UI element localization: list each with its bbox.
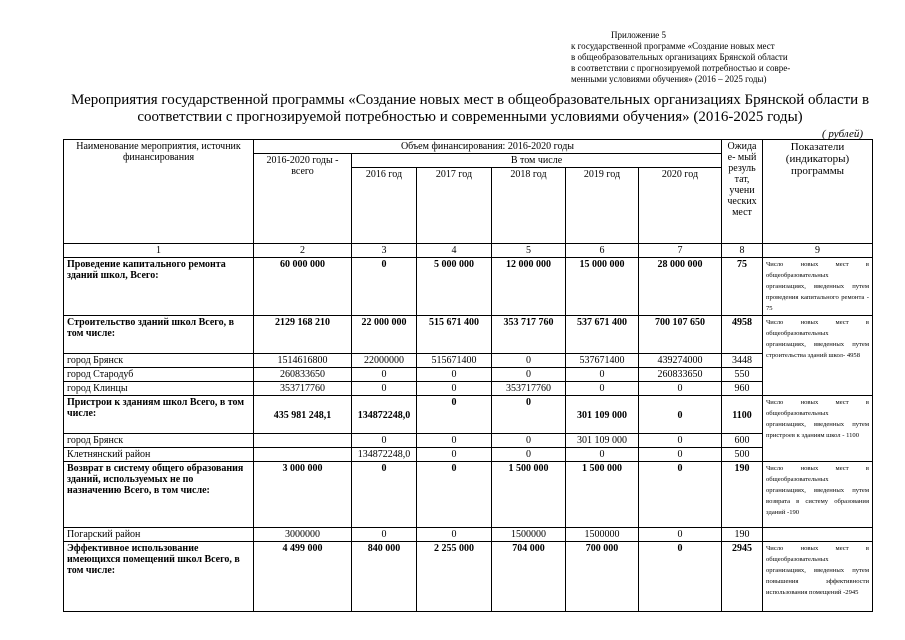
header-indicators: Показатели (индикаторы) программы: [763, 140, 873, 244]
column-number: 9: [763, 244, 873, 258]
cell-result: 190: [722, 462, 763, 528]
cell-2019: 1500000: [566, 528, 639, 542]
cell-2016: 0: [352, 368, 417, 382]
cell-2017: 0: [417, 462, 492, 528]
header-expected: Ожида е- мый резуль тат, учени ческих мест: [722, 140, 763, 244]
cell-total: 2129 168 210: [254, 316, 352, 354]
row-name: Строительство зданий школ Всего, в том числе:: [64, 316, 254, 354]
cell-total: 60 000 000: [254, 258, 352, 316]
cell-2018: 0: [492, 448, 566, 462]
indicator-text: Число новых мест в общеобразовательных организациях, введенных путем проведения капитального ремонта - 75: [763, 258, 873, 316]
row-name: Эффективное использование имеющихся помещений школ Всего, в том числе:: [64, 542, 254, 612]
cell-2017: 2 255 000: [417, 542, 492, 612]
cell-2019: 301 109 000: [566, 434, 639, 448]
table-row: [64, 368, 873, 382]
row-name: Возврат в систему общего образования зданий, используемых не по назначению Всего, в том числе:: [64, 462, 254, 528]
row-name: город Клинцы: [64, 382, 254, 396]
cell-2019: 537 671 400: [566, 316, 639, 354]
header-row: [64, 140, 873, 154]
header-funding: Объем финансирования: 2016-2020 годы: [254, 140, 722, 154]
row-name: город Брянск: [64, 354, 254, 368]
header-including: В том числе: [352, 154, 722, 168]
table-row: [64, 448, 873, 462]
cell-result: 75: [722, 258, 763, 316]
cell-total: 435 981 248,1: [254, 396, 352, 434]
cell-result: 4958: [722, 316, 763, 354]
cell-total: 260833650: [254, 368, 352, 382]
cell-2017: 0: [417, 448, 492, 462]
cell-2016: 840 000: [352, 542, 417, 612]
cell-2020: 0: [639, 382, 722, 396]
table-row: [64, 542, 873, 612]
cell-result: 960: [722, 382, 763, 396]
header-2019: 2019 год: [566, 168, 639, 244]
cell-2017: 0: [417, 382, 492, 396]
table-row: [64, 382, 873, 396]
cell-2018: 12 000 000: [492, 258, 566, 316]
cell-2019: 1 500 000: [566, 462, 639, 528]
cell-result: 550: [722, 368, 763, 382]
row-name: Погарский район: [64, 528, 254, 542]
cell-total: 3 000 000: [254, 462, 352, 528]
column-number: 7: [639, 244, 722, 258]
table-row: [64, 528, 873, 542]
units-label: ( рублей): [821, 128, 863, 140]
cell-total: 3000000: [254, 528, 352, 542]
header-2020: 2020 год: [639, 168, 722, 244]
table-row: [64, 258, 873, 316]
header-2017: 2017 год: [417, 168, 492, 244]
cell-2017: 0: [417, 396, 492, 434]
cell-2019: 537671400: [566, 354, 639, 368]
table-row: [64, 462, 873, 528]
cell-2018: 704 000: [492, 542, 566, 612]
cell-2019: 15 000 000: [566, 258, 639, 316]
cell-2019: 0: [566, 382, 639, 396]
cell-total: 1514616800: [254, 354, 352, 368]
cell-2016: 0: [352, 462, 417, 528]
cell-2019: 0: [566, 448, 639, 462]
cell-2017: 0: [417, 434, 492, 448]
appendix-line: в соответствии с прогнозируемой потребностью и совре-: [571, 63, 791, 73]
appendix-note: [571, 30, 901, 85]
cell-2020: 28 000 000: [639, 258, 722, 316]
cell-result: 500: [722, 448, 763, 462]
indicator-text: Число новых мест в общеобразовательных организациях, введенных путем строительства зданий школ- 4958: [763, 316, 873, 396]
page-title: Мероприятия государственной программы «Создание новых мест в общеобразовательных организациях Брянской области в соответствии с прогнозируемой потребностью и современными условиями обучения» (2016-2025 годы): [70, 92, 870, 125]
cell-2020: 0: [639, 462, 722, 528]
measures-table: [63, 139, 873, 612]
cell-2016: 22000000: [352, 354, 417, 368]
column-number: 5: [492, 244, 566, 258]
cell-2016: 134872248,0: [352, 396, 417, 434]
appendix-line: к государственной программе «Создание новых мест: [571, 41, 775, 51]
column-number: 1: [64, 244, 254, 258]
cell-2020: 700 107 650: [639, 316, 722, 354]
cell-2018: 353 717 760: [492, 316, 566, 354]
cell-result: 3448: [722, 354, 763, 368]
indicator-text: Число новых мест в общеобразовательных организациях, введенных путем возврата в систему образования зданий -190: [763, 462, 873, 528]
cell-2016: 134872248,0: [352, 448, 417, 462]
appendix-line: в общеобразовательных организациях Брянской области: [571, 52, 788, 62]
cell-result: 600: [722, 434, 763, 448]
cell-2018: 1500000: [492, 528, 566, 542]
appendix-line: менными условиями обучения» (2016 – 2025 годы): [571, 74, 767, 84]
cell-result: 1100: [722, 396, 763, 434]
cell-total: 4 499 000: [254, 542, 352, 612]
cell-total: 353717760: [254, 382, 352, 396]
row-name: Проведение капитального ремонта зданий школ, Всего:: [64, 258, 254, 316]
header-2018: 2018 год: [492, 168, 566, 244]
cell-result: 190: [722, 528, 763, 542]
cell-2020: 0: [639, 448, 722, 462]
cell-2020: 260833650: [639, 368, 722, 382]
row-name: Пристрои к зданиям школ Всего, в том числе:: [64, 396, 254, 434]
table-row: [64, 354, 873, 368]
cell-2016: 22 000 000: [352, 316, 417, 354]
row-name: город Стародуб: [64, 368, 254, 382]
cell-2018: 0: [492, 368, 566, 382]
cell-2017: 0: [417, 528, 492, 542]
cell-2017: 5 000 000: [417, 258, 492, 316]
cell-2020: 0: [639, 542, 722, 612]
cell-2018: 0: [492, 354, 566, 368]
indicator-text: Число новых мест в общеобразовательных организациях, введенных путем пристроев к зданиям школ - 1100: [763, 396, 873, 462]
table-row: [64, 396, 873, 434]
cell-2016: 0: [352, 528, 417, 542]
cell-2017: 515 671 400: [417, 316, 492, 354]
header-2016: 2016 год: [352, 168, 417, 244]
column-number: 4: [417, 244, 492, 258]
cell-total: [254, 448, 352, 462]
cell-2020: 439274000: [639, 354, 722, 368]
cell-2019: 301 109 000: [566, 396, 639, 434]
cell-2017: 515671400: [417, 354, 492, 368]
cell-2016: 0: [352, 434, 417, 448]
column-number: 6: [566, 244, 639, 258]
empty-cell: [763, 528, 873, 542]
column-numbers-row: [64, 244, 873, 258]
indicator-text: Число новых мест в общеобразовательных организациях, введенных путем повышения эффективности использования помещений -2945: [763, 542, 873, 612]
cell-2020: 0: [639, 434, 722, 448]
row-name: город Брянск: [64, 434, 254, 448]
column-number: 3: [352, 244, 417, 258]
appendix-line: Приложение 5: [611, 30, 667, 40]
cell-2019: 0: [566, 368, 639, 382]
column-number: 2: [254, 244, 352, 258]
cell-2016: 0: [352, 258, 417, 316]
header-name: Наименование мероприятия, источник финансирования: [64, 140, 254, 244]
cell-2016: 0: [352, 382, 417, 396]
cell-total: [254, 434, 352, 448]
row-name: Клетнянский район: [64, 448, 254, 462]
header-total: 2016-2020 годы - всего: [254, 154, 352, 244]
cell-2017: 0: [417, 368, 492, 382]
column-number: 8: [722, 244, 763, 258]
cell-2019: 700 000: [566, 542, 639, 612]
table-row: [64, 434, 873, 448]
cell-2018: 0: [492, 434, 566, 448]
cell-result: 2945: [722, 542, 763, 612]
cell-2018: 0: [492, 396, 566, 434]
cell-2020: 0: [639, 528, 722, 542]
cell-2018: 353717760: [492, 382, 566, 396]
cell-2018: 1 500 000: [492, 462, 566, 528]
table-row: [64, 316, 873, 354]
cell-2020: 0: [639, 396, 722, 434]
